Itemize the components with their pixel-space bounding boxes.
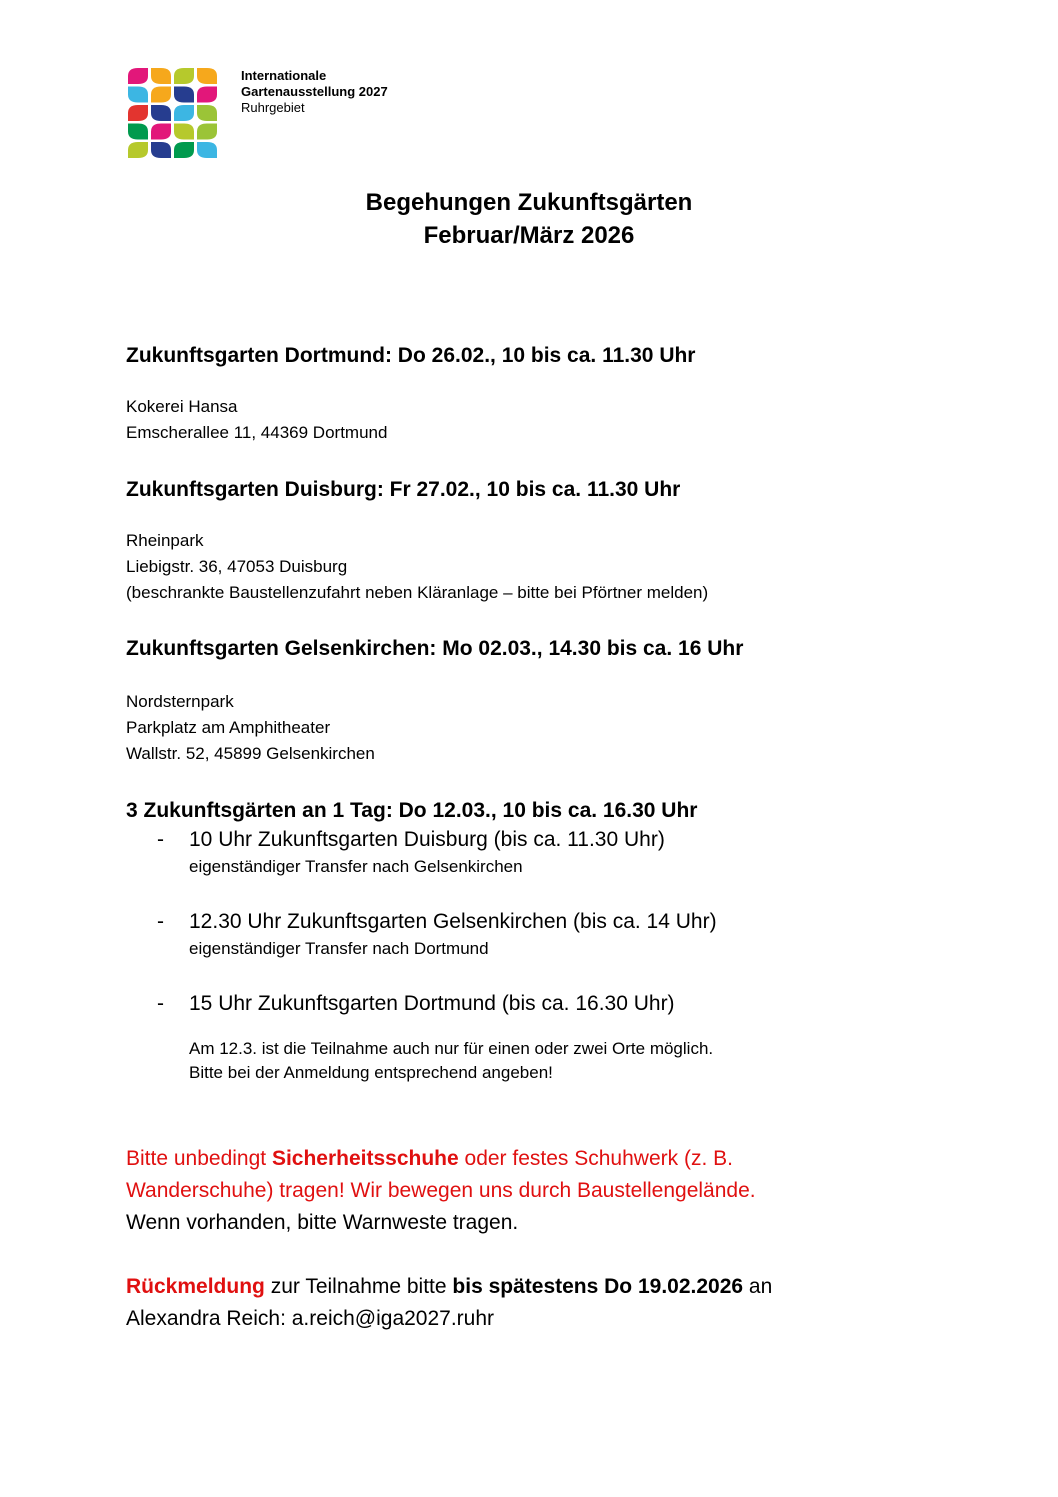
address-dortmund (126, 394, 926, 446)
logo-tile (174, 87, 194, 103)
section-heading-dortmund: Zukunftsgarten Dortmund: Do 26.02., 10 bis ca. 11.30 Uhr (126, 344, 696, 367)
rsvp-text: zur Teilnahme bitte (264, 1275, 453, 1298)
logo-tile (151, 87, 171, 103)
list-item-sub: eigenständiger Transfer nach Gelsenkirchen (189, 857, 523, 876)
logo-tile (174, 124, 194, 140)
address-line: Emscherallee 11, 44369 Dortmund (126, 423, 388, 442)
logo-tile (174, 68, 194, 84)
address-line: Kokerei Hansa (126, 397, 238, 416)
address-line: (beschrankte Baustellenzufahrt neben Kläranlage – bitte bei Pförtner melden) (126, 583, 709, 602)
document-body (126, 342, 926, 1335)
list-item (126, 989, 926, 1019)
safety-text: Bitte unbedingt (126, 1147, 272, 1170)
list-item-sub: eigenständiger Transfer nach Dortmund (189, 939, 489, 958)
logo-line-2: Gartenausstellung 2027 (241, 84, 388, 99)
address-line: Rheinpark (126, 531, 204, 550)
logo-line-3: Ruhrgebiet (241, 100, 305, 115)
logo-tile (151, 68, 171, 84)
safety-line-1 (126, 1143, 926, 1175)
note-line: Am 12.3. ist die Teilnahme auch nur für einen oder zwei Orte möglich. (189, 1039, 714, 1058)
rsvp-deadline: bis spätestens Do 19.02.2026 (452, 1275, 744, 1298)
logo-tile (197, 87, 217, 103)
address-line: Parkplatz am Amphitheater (126, 718, 331, 737)
logo-tile (197, 142, 217, 158)
section-dortmund (126, 342, 926, 446)
list-item (126, 825, 926, 879)
logo-tile (128, 68, 148, 84)
list-item-main: 15 Uhr Zukunftsgarten Dortmund (bis ca. 16.30 Uhr) (189, 992, 675, 1015)
logo-tile (151, 142, 171, 158)
address-gelsenkirchen (126, 689, 926, 767)
section-heading-duisburg: Zukunftsgarten Duisburg: Fr 27.02., 10 bis ca. 11.30 Uhr (126, 478, 681, 501)
address-line: Wallstr. 52, 45899 Gelsenkirchen (126, 744, 375, 763)
address-line: Liebigstr. 36, 47053 Duisburg (126, 557, 348, 576)
tour-schedule-list (126, 825, 926, 1019)
logo-tile (151, 105, 171, 121)
logo-tile (128, 87, 148, 103)
list-dash: - (157, 910, 164, 933)
logo-tile (197, 68, 217, 84)
rsvp-contact[interactable]: Alexandra Reich: a.reich@iga2027.ruhr (126, 1307, 495, 1330)
list-dash: - (157, 828, 164, 851)
section-heading-combined: 3 Zukunftsgärten an 1 Tag: Do 12.03., 10 bis ca. 16.30 Uhr (126, 799, 698, 822)
combined-note (126, 1037, 926, 1085)
rsvp-text: an (743, 1275, 773, 1298)
safety-text: oder festes Schuhwerk (z. B. (458, 1147, 733, 1170)
logo-tile (197, 124, 217, 140)
title-line-2: Februar/März 2026 (423, 222, 635, 249)
list-item (126, 907, 926, 961)
safety-notice (126, 1143, 926, 1239)
logo-tile (151, 124, 171, 140)
section-gelsenkirchen (126, 635, 926, 767)
note-line: Bitte bei der Anmeldung entsprechend angeben! (189, 1063, 553, 1082)
logo-line-1: Internationale (241, 68, 327, 83)
list-item-main: 12.30 Uhr Zukunftsgarten Gelsenkirchen (bis ca. 14 Uhr) (189, 910, 717, 933)
logo-tile (128, 105, 148, 121)
logo-tile (128, 124, 148, 140)
page-title (0, 186, 1058, 252)
address-duisburg (126, 528, 926, 606)
section-duisburg (126, 476, 926, 606)
rsvp-line-1 (126, 1271, 926, 1303)
safety-shoes-emphasis: Sicherheitsschuhe (271, 1147, 459, 1170)
logo-tile-grid (128, 68, 220, 160)
safety-line-3: Wenn vorhanden, bitte Warnweste tragen. (126, 1211, 519, 1234)
list-item-main: 10 Uhr Zukunftsgarten Duisburg (bis ca. 11.30 Uhr) (189, 828, 665, 851)
section-heading-gelsenkirchen: Zukunftsgarten Gelsenkirchen: Mo 02.03., 14.30 bis ca. 16 Uhr (126, 637, 744, 660)
logo-wordmark (241, 68, 388, 116)
logo-tile (128, 142, 148, 158)
safety-line-2: Wanderschuhe) tragen! Wir bewegen uns durch Baustellengelände. (126, 1179, 756, 1202)
iga-logo (128, 68, 428, 160)
logo-tile (197, 105, 217, 121)
rsvp-emphasis: Rückmeldung (126, 1275, 265, 1298)
title-line-1: Begehungen Zukunftsgärten (365, 189, 693, 216)
rsvp-notice (126, 1271, 926, 1335)
section-combined-tour (126, 797, 926, 1085)
logo-tile (174, 142, 194, 158)
address-line: Nordsternpark (126, 692, 234, 711)
list-dash: - (157, 992, 164, 1015)
logo-tile (174, 105, 194, 121)
